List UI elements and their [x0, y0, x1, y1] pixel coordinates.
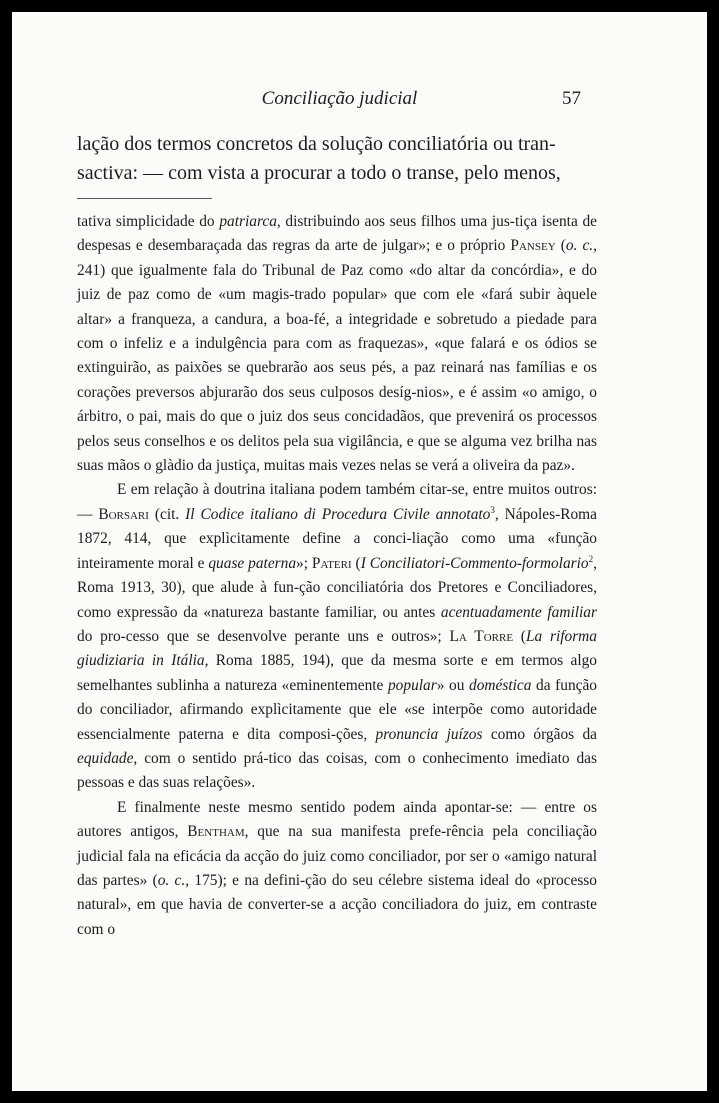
- main-text-line: sactiva: — com vista a procurar a todo o transe, pelo menos,: [77, 162, 561, 184]
- footnote-paragraph: tativa simplicidade do patriarca, distribuindo aos seus filhos uma jus-tiça isenta de despesas e desembaraçada das regras da arte de julgar»; e o próprio Pansey (o. c., 241) que igualmente fala do Tribunal de Paz como «do altar da concórdia», e do juiz de paz como de «um magis-trado popular» que com ele «fará subir àquele altar» a franqueza, a candura, a boa-fé, a integridade e sobretudo a piedade para com o infeliz e a indulgência para com as fraquezas», «que falará e os ódios se extinguirão, as paixões se quebrarão aos seus pés, a paz reinará nas famílias e os corações preversos abjurarão dos seus culposos desíg-nios», e é assim «o amigo, o árbitro, o pai, mais do que o juiz dos seus concidadãos, que prevenirá os processos pelos seus conselhos e os delitos pela sua vigilância, e que se alguma vez brilha nas suas mãos o glàdio da justiça, muitas mais vezes nelas se verá a oliveira da paz».: [77, 213, 597, 475]
- book-title: I Conciliatori-Commento-formolario: [360, 554, 589, 572]
- footnote-paragraph: E em relação à doutrina italiana podem também citar-se, entre muitos outros: — Borsari (cit. Il Codice italiano di Procedura Civile annotato$^3$, Nápoles-Roma 1872, 414, que explìcitamente define a conci-liação como uma «função inteiramente moral e quase paterna»; Pateri (I Conciliatori-Commento-formolario$^2$, Roma 1913, 30), que alude à fun-ção conciliatória dos Pretores e Conciliadores, como expressão da «natureza bastante familiar, ou antes acentuadamente familiar do pro-cesso que se desenvolve perante uns e outros»; La Torre (La riforma giudiziaria in Itália, Roma 1885, 194), que da mesma sorte e em termos algo semelhantes sublinha a natureza «eminentemente popular» ou doméstica da função do conciliador, afirmando explìcitamente que ele «se interpõe como autoridade essencialmente paterna e dita composi-ções, pronuncia juízos como órgãos da equidade, com o sentido prá-tico das coisas, com o conhecimento imediato das pessoas e das suas relações».: [77, 481, 598, 792]
- book-page: [12, 12, 707, 1091]
- main-text: [77, 130, 587, 188]
- running-title: Conciliação judicial: [261, 88, 418, 109]
- book-title: Il Codice italiano di Procedura Civile annotato: [185, 505, 491, 523]
- author-name: Borsari: [98, 505, 149, 523]
- main-text-line: lação dos termos concretos da solução conciliatória ou tran-: [77, 133, 556, 155]
- author-name: Pansey: [510, 237, 556, 255]
- book-title: La riforma giudiziaria in Itália: [77, 627, 597, 670]
- page-number: 57: [562, 88, 581, 109]
- running-header: [12, 88, 707, 114]
- footnote-divider: [77, 198, 212, 199]
- author-name: Pateri: [311, 554, 352, 572]
- footnotes: [77, 210, 597, 942]
- author-name: La Torre: [449, 627, 514, 645]
- author-name: Bentham: [187, 823, 245, 841]
- footnote-paragraph: E finalmente neste mesmo sentido podem ainda apontar-se: — entre os autores antigos, Bentham, que na sua manifesta prefe-rência pela conciliação judicial fala na eficácia da acção do juiz como conciliador, por ser o «amigo natural das partes» (o. c., 175); e na defini-ção do seu célebre sistema ideal do «processo natural», em que havia de converter-se a acção conciliadora do juiz, em contraste com o: [77, 798, 597, 938]
